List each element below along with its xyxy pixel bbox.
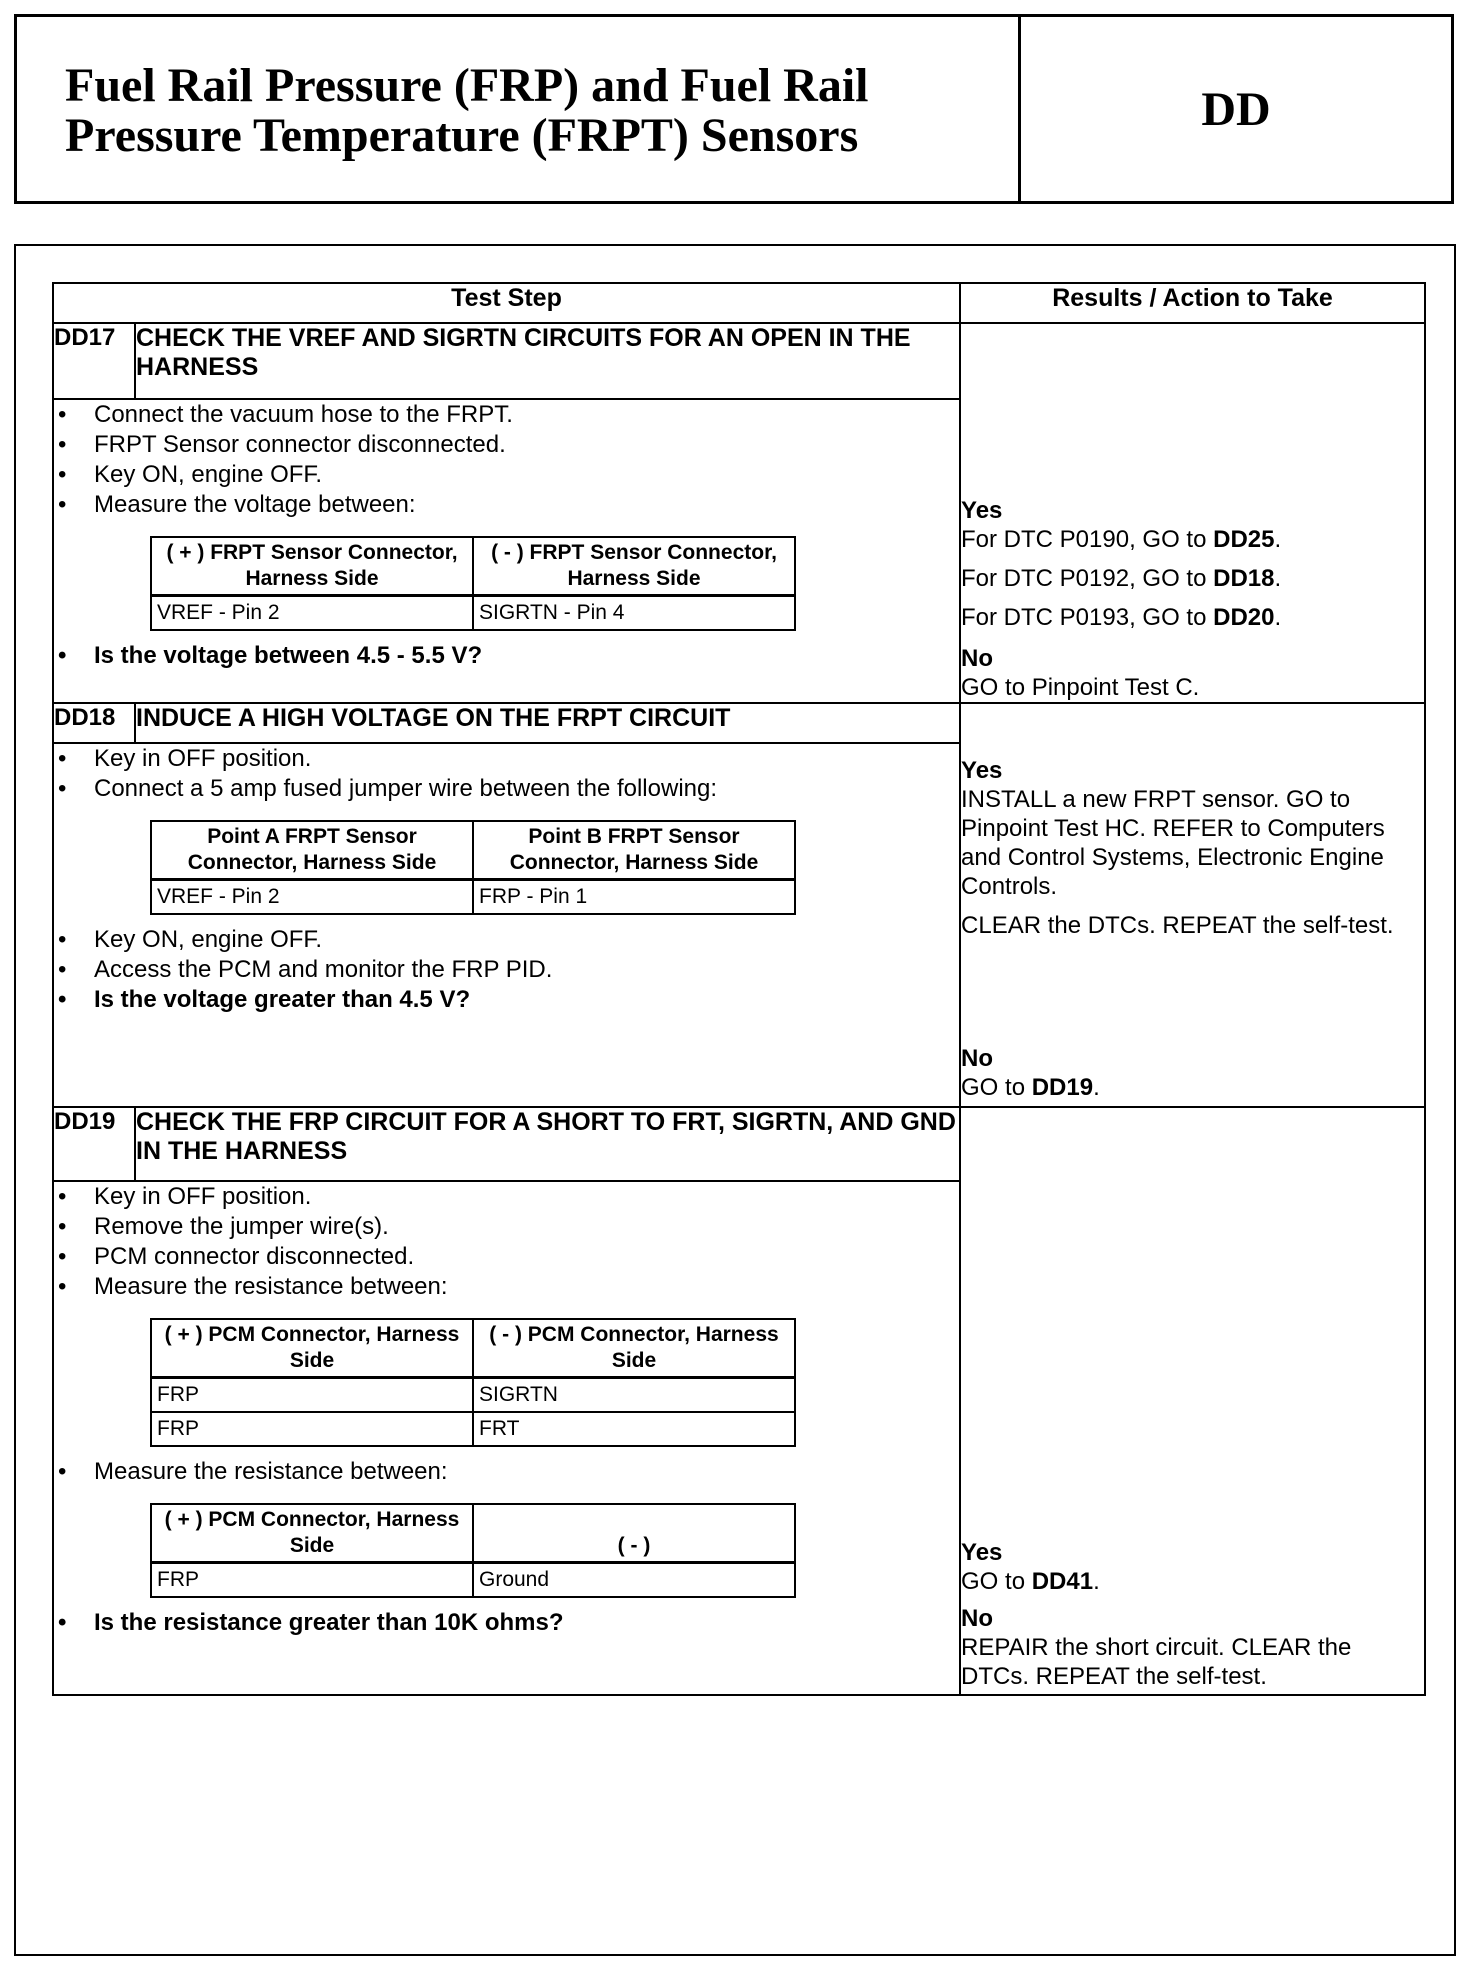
ground-cell: Ground bbox=[473, 1563, 795, 1598]
measurement-head-plus: ( + ) FRPT Sensor Connector, Harness Side bbox=[151, 537, 473, 596]
yes-label: Yes bbox=[961, 497, 1003, 524]
step-bullets bbox=[54, 1457, 959, 1487]
step-bullets bbox=[54, 1182, 959, 1302]
step-results bbox=[960, 323, 1425, 703]
step-results bbox=[960, 703, 1425, 1107]
step-title-row bbox=[53, 1107, 1425, 1181]
step-body bbox=[53, 399, 960, 703]
step-id: DD17 bbox=[53, 323, 135, 399]
yes-text bbox=[961, 1567, 1424, 1596]
step-title-row bbox=[53, 323, 1425, 399]
yes-line: For DTC P0190, GO to DD25. bbox=[961, 526, 1282, 553]
measurement-table bbox=[150, 536, 796, 631]
page-title-line1: Fuel Rail Pressure (FRP) and Fuel Rail bbox=[65, 59, 869, 112]
step-id: DD18 bbox=[53, 703, 135, 743]
yes-suffix: . bbox=[1093, 1568, 1100, 1595]
yes-text: CLEAR the DTCs. REPEAT the self-test. bbox=[961, 912, 1394, 939]
step-question: • Is the resistance greater than 10K ohms? bbox=[54, 1608, 959, 1638]
measurement-cell: SIGRTN - Pin 4 bbox=[473, 596, 795, 631]
yes-label: Yes bbox=[961, 757, 1003, 784]
table-header-row bbox=[53, 283, 1425, 323]
yes-line-text: For DTC P0193, GO to bbox=[961, 604, 1214, 631]
page-title bbox=[17, 17, 1021, 201]
ground-table bbox=[150, 1503, 796, 1598]
resistance-cell: SIGRTN bbox=[473, 1378, 795, 1413]
step-bullet: • Key ON, engine OFF. bbox=[54, 460, 959, 490]
step-bullet: • Key ON, engine OFF. bbox=[54, 925, 959, 955]
resistance-head-plus: ( + ) PCM Connector, Harness Side bbox=[151, 1319, 473, 1378]
no-label: No bbox=[961, 1045, 994, 1072]
yes-line: For DTC P0192, GO to DD18. bbox=[961, 565, 1282, 592]
page-title-line2: Pressure Temperature (FRPT) Sensors bbox=[65, 109, 859, 162]
resistance-cell: FRP bbox=[151, 1378, 473, 1413]
yes-line: For DTC P0193, GO to DD20. bbox=[961, 604, 1282, 631]
step-bullet: • Measure the resistance between: bbox=[54, 1272, 959, 1302]
test-step-table bbox=[52, 282, 1426, 1696]
resistance-cell: FRP bbox=[151, 1412, 473, 1446]
step-id: DD19 bbox=[53, 1107, 135, 1181]
step-bullet: • Measure the voltage between: bbox=[54, 490, 959, 520]
jumper-head-a: Point A FRPT Sensor Connector, Harness Side bbox=[151, 821, 473, 880]
no-label: No bbox=[961, 645, 994, 672]
yes-line-text: For DTC P0190, GO to bbox=[961, 526, 1214, 553]
step-bullet: • Key in OFF position. bbox=[54, 744, 959, 774]
step-bullets bbox=[54, 400, 959, 520]
step-bullet: • FRPT Sensor connector disconnected. bbox=[54, 430, 959, 460]
ground-head-minus: ( - ) bbox=[473, 1504, 795, 1563]
no-suffix: . bbox=[1093, 1074, 1100, 1101]
col-header-results: Results / Action to Take bbox=[960, 283, 1425, 323]
step-body bbox=[53, 743, 960, 1107]
step-bullet: • Remove the jumper wire(s). bbox=[54, 1212, 959, 1242]
step-bullets bbox=[54, 744, 959, 804]
resistance-table bbox=[150, 1318, 796, 1447]
no-label: No bbox=[961, 1605, 994, 1632]
step-ref: DD25 bbox=[1213, 526, 1275, 553]
ground-head-plus: ( + ) PCM Connector, Harness Side bbox=[151, 1504, 473, 1563]
step-title: INDUCE A HIGH VOLTAGE ON THE FRPT CIRCUIT bbox=[135, 703, 960, 743]
step-bullet: • Key in OFF position. bbox=[54, 1182, 959, 1212]
step-ref: DD41 bbox=[1031, 1568, 1094, 1595]
resistance-head-minus: ( - ) PCM Connector, Harness Side bbox=[473, 1319, 795, 1378]
section-code: DD bbox=[1201, 82, 1271, 136]
jumper-head-b: Point B FRPT Sensor Connector, Harness Side bbox=[473, 821, 795, 880]
step-bullet: • Access the PCM and monitor the FRP PID. bbox=[54, 955, 959, 985]
step-bullet: • Connect the vacuum hose to the FRPT. bbox=[54, 400, 959, 430]
jumper-cell: FRP - Pin 1 bbox=[473, 880, 795, 915]
yes-label: Yes bbox=[961, 1539, 1003, 1566]
measurement-cell: VREF - Pin 2 bbox=[151, 596, 473, 631]
step-ref: DD20 bbox=[1213, 604, 1275, 631]
yes-line-text: For DTC P0192, GO to bbox=[961, 565, 1214, 592]
step-body bbox=[53, 1181, 960, 1695]
resistance-cell: FRT bbox=[473, 1412, 795, 1446]
no-text bbox=[961, 1073, 1424, 1102]
step-bullet: • PCM connector disconnected. bbox=[54, 1242, 959, 1272]
step-bullet: • Measure the resistance between: bbox=[54, 1457, 959, 1487]
yes-prefix: GO to bbox=[961, 1568, 1032, 1595]
no-text: REPAIR the short circuit. CLEAR the DTCs. REPEAT the self-test. bbox=[961, 1634, 1352, 1690]
step-title: CHECK THE VREF AND SIGRTN CIRCUITS FOR AN OPEN IN THE HARNESS bbox=[135, 323, 960, 399]
step-ref: DD19 bbox=[1031, 1074, 1094, 1101]
step-ref: DD18 bbox=[1213, 565, 1275, 592]
step-title: CHECK THE FRP CIRCUIT FOR A SHORT TO FRT, SIGRTN, AND GND IN THE HARNESS bbox=[135, 1107, 960, 1181]
jumper-table bbox=[150, 820, 796, 915]
ground-cell: FRP bbox=[151, 1563, 473, 1598]
page-header bbox=[14, 14, 1454, 204]
col-header-test-step: Test Step bbox=[53, 283, 960, 323]
step-bullet: • Connect a 5 amp fused jumper wire between the following: bbox=[54, 774, 959, 804]
yes-text: INSTALL a new FRPT sensor. GO to Pinpoint Test HC. REFER to Computers and Control Systems, Electronic Engine Controls. bbox=[961, 786, 1385, 900]
measurement-head-minus: ( - ) FRPT Sensor Connector, Harness Side bbox=[473, 537, 795, 596]
jumper-cell: VREF - Pin 2 bbox=[151, 880, 473, 915]
step-title-row bbox=[53, 703, 1425, 743]
step-bullets bbox=[54, 925, 959, 1015]
step-question: • Is the voltage between 4.5 - 5.5 V? bbox=[54, 641, 959, 671]
step-results bbox=[960, 1107, 1425, 1695]
no-text: GO to Pinpoint Test C. bbox=[961, 674, 1200, 701]
no-prefix: GO to bbox=[961, 1074, 1032, 1101]
step-question: • Is the voltage greater than 4.5 V? bbox=[54, 985, 959, 1015]
